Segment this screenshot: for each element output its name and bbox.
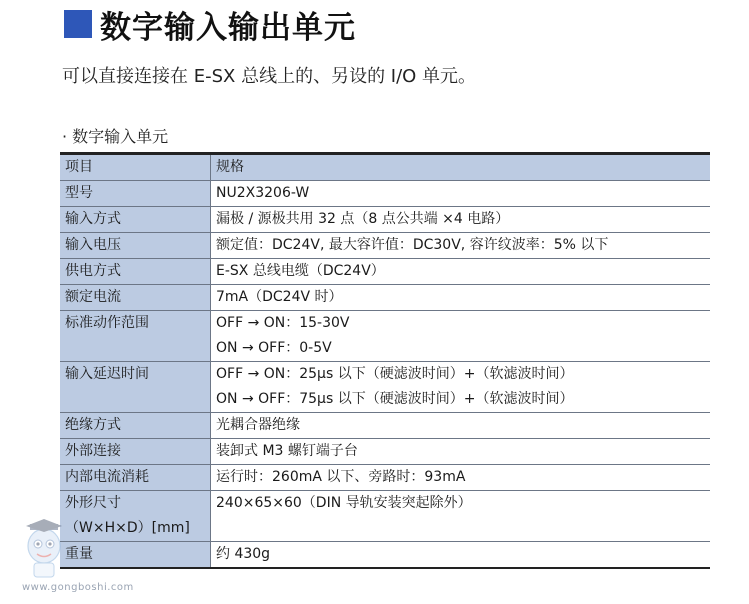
- table-row: [60, 465, 710, 491]
- row-value: [211, 542, 711, 569]
- page-title: 数字输入输出单元: [100, 9, 356, 46]
- table-row: [60, 362, 710, 413]
- row-value-line: OFF → ON：25μs 以下（硬滤波时间）+（软滤波时间）: [216, 366, 574, 382]
- row-value-line: 运行时：260mA 以下、旁路时：93mA: [216, 469, 466, 485]
- row-value-line: E-SX 总线电缆（DC24V）: [216, 263, 385, 279]
- row-label-line: 标准动作范围: [65, 315, 149, 331]
- row-value: [211, 311, 711, 362]
- row-label-line: 输入电压: [65, 237, 121, 253]
- title-row: [64, 4, 356, 44]
- row-value: [211, 413, 711, 439]
- table-row: [60, 285, 710, 311]
- row-label-line: 供电方式: [65, 263, 121, 279]
- row-value: [211, 207, 711, 233]
- row-value-line: 约 430g: [216, 546, 271, 562]
- row-label: [60, 207, 211, 233]
- row-value-line: NU2X3206-W: [216, 185, 310, 201]
- row-value-line: 7mA（DC24V 时）: [216, 289, 343, 305]
- row-value: [211, 181, 711, 207]
- row-label: [60, 362, 211, 413]
- row-value-line: 240×65×60（DIN 导轨安装突起除外）: [216, 495, 472, 511]
- row-label-line: 型号: [65, 185, 93, 201]
- row-value-line: 漏极 / 源极共用 32 点（8 点公共端 ×4 电路）: [216, 211, 510, 227]
- row-value: [211, 439, 711, 465]
- header-item: 项目: [60, 154, 211, 181]
- row-value: [211, 362, 711, 413]
- row-label: [60, 181, 211, 207]
- row-label: [60, 285, 211, 311]
- table-row: [60, 207, 710, 233]
- row-label-line: 内部电流消耗: [65, 469, 149, 485]
- row-label-line: （W×H×D）[mm]: [65, 520, 190, 536]
- table-header-row: [60, 154, 710, 181]
- row-value-line: OFF → ON：15-30V: [216, 315, 350, 331]
- row-label-line: 绝缘方式: [65, 417, 121, 433]
- title-square-icon: [64, 10, 92, 38]
- row-label: [60, 259, 211, 285]
- spec-table: [60, 152, 710, 569]
- table-row: [60, 233, 710, 259]
- row-label-line: 额定电流: [65, 289, 121, 305]
- row-value-line: 装卸式 M3 螺钉端子台: [216, 443, 358, 459]
- row-label: [60, 439, 211, 465]
- table-row: [60, 491, 710, 542]
- watermark-url: www.gongboshi.com: [22, 582, 134, 593]
- page-subtitle: 可以直接连接在 E-SX 总线上的、另设的 I/O 单元。: [62, 66, 477, 87]
- row-value: [211, 465, 711, 491]
- table-row: [60, 311, 710, 362]
- row-label-line: 输入方式: [65, 211, 121, 227]
- row-label-line: 重量: [65, 546, 93, 562]
- row-label-line: 外部连接: [65, 443, 121, 459]
- row-value-line: ON → OFF：75μs 以下（硬滤波时间）+（软滤波时间）: [216, 391, 574, 407]
- table-row: [60, 439, 710, 465]
- row-label: [60, 413, 211, 439]
- table-row: [60, 259, 710, 285]
- table-row: [60, 181, 710, 207]
- row-label: [60, 233, 211, 259]
- row-label: [60, 311, 211, 362]
- row-label-line: 输入延迟时间: [65, 366, 149, 382]
- row-label-line: 外形尺寸: [65, 495, 121, 511]
- row-value: [211, 491, 711, 542]
- row-value-line: ON → OFF：0-5V: [216, 340, 332, 356]
- section-heading: · 数字输入单元: [62, 127, 169, 146]
- table-row: [60, 413, 710, 439]
- row-value-line: 光耦合器绝缘: [216, 417, 300, 433]
- row-value-line: 额定值：DC24V, 最大容许值：DC30V, 容许纹波率：5% 以下: [216, 237, 609, 253]
- header-spec: 规格: [211, 154, 711, 181]
- row-value: [211, 259, 711, 285]
- table-row: [60, 542, 710, 569]
- row-value: [211, 285, 711, 311]
- row-label: [60, 465, 211, 491]
- row-value: [211, 233, 711, 259]
